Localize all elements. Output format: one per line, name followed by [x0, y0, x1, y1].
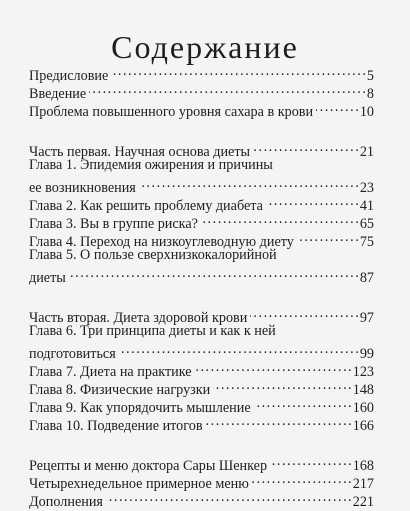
- toc-entry-label: Глава 2. Как решить проблему диабета: [29, 198, 263, 214]
- toc-entry[interactable]: [29, 322, 374, 362]
- toc-page-number: 41: [359, 198, 374, 214]
- toc-page-number: 148: [352, 382, 374, 398]
- toc-entry-row: [29, 340, 374, 362]
- toc-entry[interactable]: [29, 62, 374, 84]
- toc-entry-label: Четырехнедельное примерное меню: [29, 476, 249, 492]
- toc-page-number: 217: [352, 476, 374, 492]
- toc-entry-label: Часть первая. Научная основа диеты: [29, 144, 251, 160]
- toc-entry-title-line: Глава 1. Эпидемия ожирения и причины: [29, 157, 273, 173]
- toc-entry-label: подготовиться: [29, 346, 116, 362]
- toc-entry[interactable]: [29, 156, 374, 196]
- toc-entry-label: ее возникновения: [29, 180, 136, 196]
- dot-leader: [69, 264, 358, 282]
- dot-leader: [201, 210, 358, 228]
- toc-page-number: 75: [359, 234, 374, 250]
- toc-entry-row: [29, 174, 374, 196]
- dot-leader: [89, 80, 365, 98]
- toc-page-number: 10: [359, 104, 374, 120]
- dot-leader: [270, 452, 351, 470]
- toc-entry-title-line: Глава 5. О пользе сверхнизкокалорийной: [29, 247, 277, 263]
- toc-entry-row: [29, 452, 374, 474]
- dot-leader: [213, 376, 350, 394]
- toc-entry-label: Глава 4. Переход на низкоуглеводную диету: [29, 234, 294, 250]
- dot-leader: [206, 412, 351, 430]
- toc-entry-label: Введение: [29, 86, 87, 102]
- dot-leader: [106, 488, 351, 506]
- toc-entry-label: Глава 9. Как упорядочить мышление: [29, 400, 251, 416]
- toc-entry-label: Глава 8. Физические нагрузки: [29, 382, 211, 398]
- toc-entry-title-line: Глава 6. Три принципа диеты и как к ней: [29, 323, 276, 339]
- toc-page-number: 97: [359, 310, 374, 326]
- dot-leader: [119, 340, 358, 358]
- toc-entry[interactable]: [29, 138, 374, 160]
- toc-entry-label: Дополнения: [29, 494, 103, 510]
- toc-page-number: 65: [359, 216, 374, 232]
- toc-page-number: 87: [359, 270, 374, 286]
- table-of-contents: [29, 62, 374, 510]
- toc-entry-label: Проблема повышенного уровня сахара в крови: [29, 104, 314, 120]
- toc-entry-label: диеты: [29, 270, 66, 286]
- toc-entry-label: Рецепты и меню доктора Сары Шенкер: [29, 458, 268, 474]
- toc-page-number: 21: [359, 144, 374, 160]
- toc-entry-row: [29, 138, 374, 160]
- toc-entry-label: Глава 7. Диета на практике: [29, 364, 192, 380]
- toc-entry[interactable]: [29, 246, 374, 286]
- page-title: Содержание: [111, 29, 299, 66]
- toc-page-number: 168: [352, 458, 374, 474]
- toc-entry[interactable]: [29, 452, 374, 474]
- dot-leader: [139, 174, 358, 192]
- toc-page-number: 5: [366, 68, 374, 84]
- toc-section: [29, 62, 374, 120]
- toc-page-number: 23: [359, 180, 374, 196]
- toc-entry[interactable]: [29, 304, 374, 326]
- toc-section: [29, 304, 374, 434]
- toc-section: [29, 138, 374, 286]
- toc-page-number: 8: [366, 86, 374, 102]
- toc-page-number: 221: [352, 494, 374, 510]
- toc-entry-label: Часть вторая. Диета здоровой крови: [29, 310, 248, 326]
- dot-leader: [195, 358, 351, 376]
- dot-leader: [252, 470, 351, 488]
- dot-leader: [250, 304, 357, 322]
- dot-leader: [254, 394, 351, 412]
- toc-page-number: 99: [359, 346, 374, 362]
- dot-leader: [266, 192, 358, 210]
- toc-section: [29, 452, 374, 510]
- toc-entry-label: Глава 3. Вы в группе риска?: [29, 216, 198, 232]
- toc-entry-label: Предисловие: [29, 68, 109, 84]
- dot-leader: [111, 62, 365, 80]
- dot-leader: [253, 138, 358, 156]
- toc-entry-row: [29, 62, 374, 84]
- toc-page-number: 166: [352, 418, 374, 434]
- toc-entry-row: [29, 304, 374, 326]
- toc-entry-label: Глава 10. Подведение итогов: [29, 418, 203, 434]
- toc-page-number: 160: [352, 400, 374, 416]
- toc-page-number: 123: [352, 364, 374, 380]
- toc-entry-row: [29, 264, 374, 286]
- dot-leader: [316, 98, 358, 116]
- dot-leader: [297, 228, 358, 246]
